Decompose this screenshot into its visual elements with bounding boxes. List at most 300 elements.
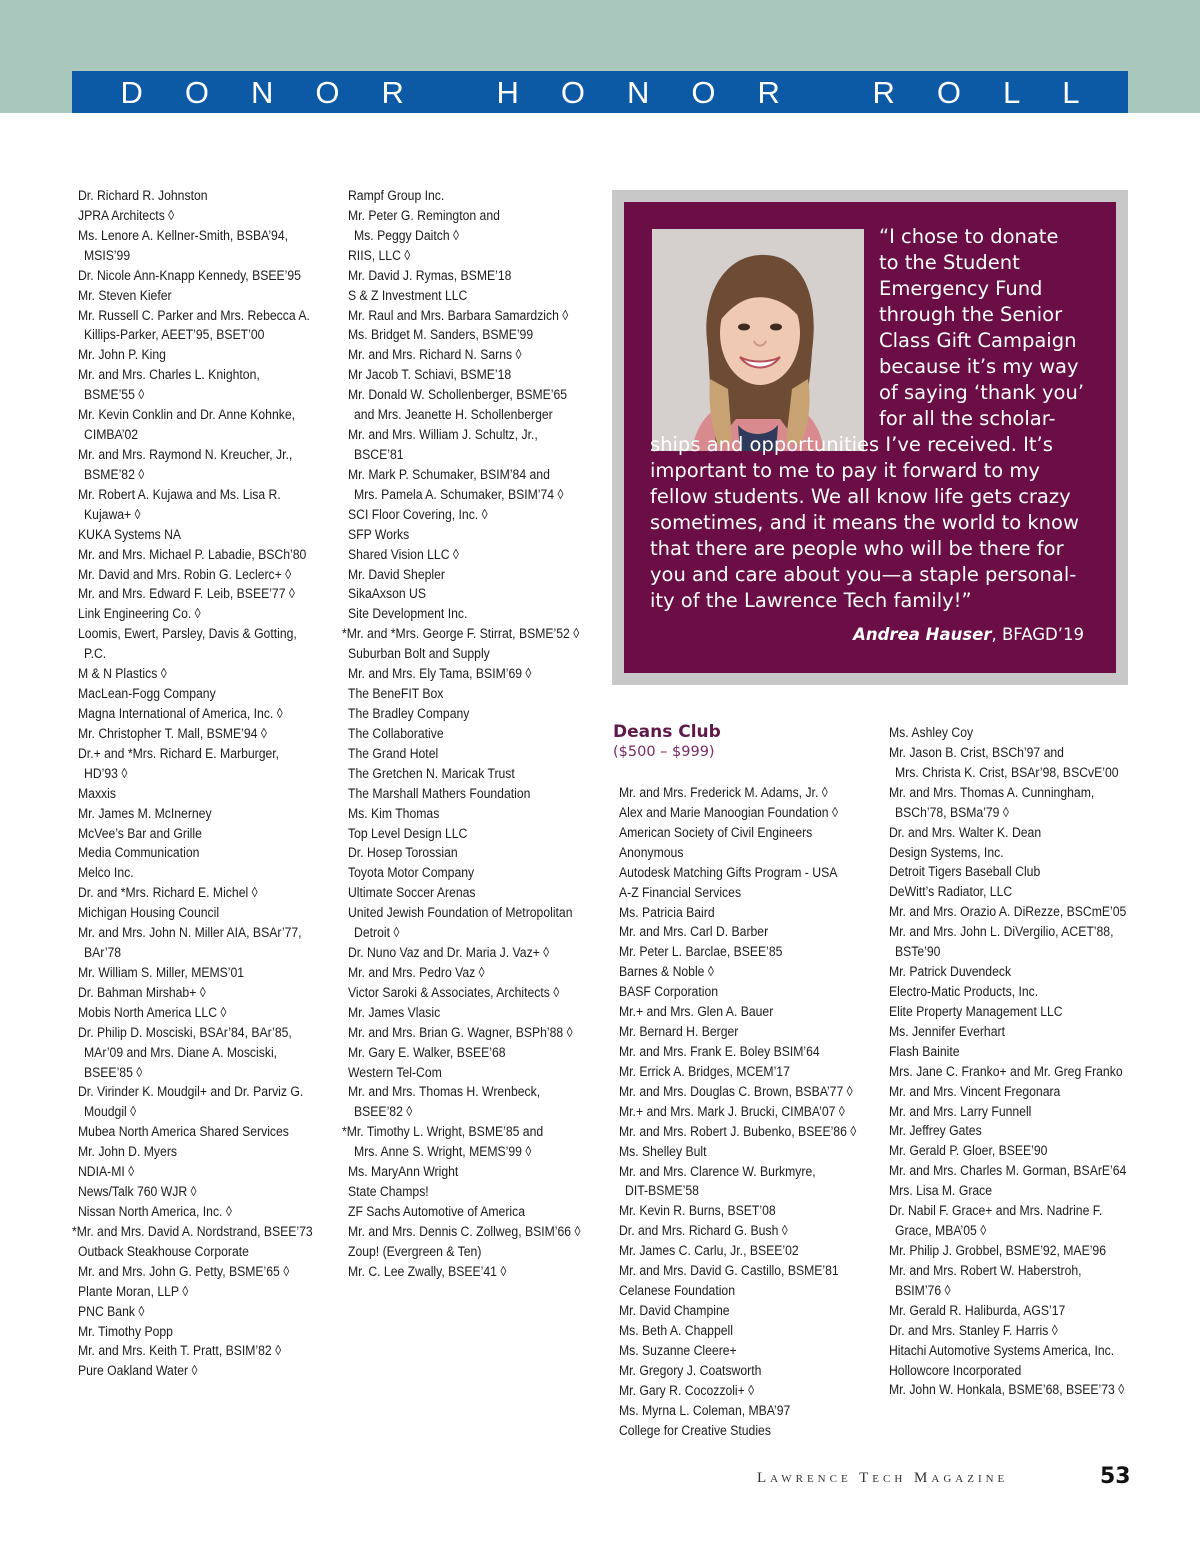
donor-entry <box>619 1063 856 1083</box>
donor-entry-line: BSTe’90 <box>895 944 941 961</box>
donor-entry-line: HD’93 ◊ <box>84 765 128 782</box>
donor-entry-line: Celanese Foundation <box>619 1283 736 1300</box>
donor-entry <box>348 1223 581 1243</box>
donor-entry-line: JPRA Architects ◊ <box>78 207 175 224</box>
donor-entry-line: Outback Steakhouse Corporate <box>78 1243 249 1260</box>
donor-entry-line: Mr. and Mrs. Clarence W. Burkmyre, <box>619 1163 816 1180</box>
donor-entry <box>889 1103 1126 1123</box>
quote-author-name: Andrea Hauser <box>853 625 992 644</box>
donor-entry-line: S & Z Investment LLC <box>348 287 468 304</box>
donor-entry <box>619 983 856 1003</box>
donor-entry <box>619 1282 856 1302</box>
donor-entry-line: Mr. and Mrs. Charles L. Knighton, <box>78 367 260 384</box>
donor-entry <box>78 585 313 605</box>
donor-entry <box>348 725 581 745</box>
donor-entry <box>619 884 856 904</box>
quote-line: Class Gift Campaign <box>879 329 1077 352</box>
donor-entry-line: Dr. and Mrs. Stanley F. Harris ◊ <box>889 1322 1058 1339</box>
donor-entry-line: Mr. Russell C. Parker and Mrs. Rebecca A. <box>78 307 310 324</box>
donor-entry <box>341 625 581 645</box>
donor-entry-line: SikaAxson US <box>348 586 426 603</box>
donor-entry <box>619 904 856 924</box>
donor-entry <box>78 566 313 586</box>
donor-entry <box>78 1263 313 1283</box>
donor-entry-line: Magna International of America, Inc. ◊ <box>78 705 283 722</box>
donor-entry <box>348 984 581 1004</box>
donor-entry <box>348 1203 581 1223</box>
donor-entry-line: Mr. and Mrs. John L. DiVergilio, ACET’88, <box>889 924 1114 941</box>
donor-entry <box>78 785 313 805</box>
donor-entry <box>889 1342 1126 1362</box>
donor-entry <box>348 187 581 207</box>
donor-entry-line: The Gretchen N. Maricak Trust <box>348 765 515 782</box>
quote-line: sometimes, and it means the world to know <box>650 511 1079 534</box>
donor-entry <box>889 1122 1126 1142</box>
donor-entry-line: Mr. John P. King <box>78 347 166 364</box>
donor-entry-line: Zoup! (Evergreen & Ten) <box>348 1243 482 1260</box>
donor-entry-line: Mr. and Mrs. Larry Funnell <box>889 1103 1032 1120</box>
donor-entry-line: Alex and Marie Manoogian Foundation ◊ <box>619 804 839 821</box>
donor-entry <box>78 805 313 825</box>
donor-entry-line: Ms. Patricia Baird <box>619 904 715 921</box>
donor-entry-line: DIT-BSME’58 <box>625 1183 699 1200</box>
donor-entry <box>348 884 581 904</box>
donor-entry-line: Mr. William S. Miller, MEMS’01 <box>78 964 245 981</box>
donor-entry <box>78 307 313 347</box>
donor-entry-line: News/Talk 760 WJR ◊ <box>78 1184 197 1201</box>
donor-entry <box>78 1004 313 1024</box>
donor-entry <box>348 785 581 805</box>
donor-entry <box>348 247 581 267</box>
donor-entry <box>889 784 1126 824</box>
donor-entry <box>78 546 313 566</box>
quote-line: fellow students. We all know life gets crazy <box>650 485 1071 508</box>
donor-entry-line: Mr. and Mrs. Charles M. Gorman, BSArE’64 <box>889 1163 1127 1180</box>
donor-entry-line: Detroit ◊ <box>354 925 400 942</box>
donor-entry-line: Mobis North America LLC ◊ <box>78 1004 227 1021</box>
donor-entry-line: BSEE’85 ◊ <box>84 1064 143 1081</box>
donor-entry-line: Ms. Shelley Bult <box>619 1143 707 1160</box>
donor-entry-line: Mr. C. Lee Zwally, BSEE’41 ◊ <box>348 1263 507 1280</box>
donor-entry <box>889 1381 1126 1401</box>
donor-entry-line: Mubea North America Shared Services <box>78 1124 289 1141</box>
donor-entry-line: Anonymous <box>619 844 684 861</box>
donor-entry-line: Mr. Steven Kiefer <box>78 287 172 304</box>
donor-entry-line: Electro-Matic Products, Inc. <box>889 983 1039 1000</box>
donor-entry <box>78 745 313 785</box>
donor-entry <box>78 825 313 845</box>
quote-line: “I chose to donate <box>879 225 1059 248</box>
donor-entry-line: The Grand Hotel <box>348 745 439 762</box>
donor-entry-line: Mr. Mark P. Schumaker, BSIM’84 and <box>348 466 550 483</box>
donor-entry <box>78 964 313 984</box>
donor-column-3 <box>619 784 856 1441</box>
donor-entry-line: Mr. and Mrs. Thomas A. Cunningham, <box>889 784 1095 801</box>
quote-line: for all the scholar- <box>879 407 1056 430</box>
donor-entry-line: Mr. David Champine <box>619 1302 730 1319</box>
donor-entry-line: The Bradley Company <box>348 705 470 722</box>
donor-column-4 <box>889 724 1126 1401</box>
donor-entry <box>348 605 581 625</box>
donor-entry <box>78 1362 313 1382</box>
donor-entry <box>348 307 581 327</box>
donor-entry-line: Mrs. Lisa M. Grace <box>889 1183 993 1200</box>
donor-entry-line: BSME’82 ◊ <box>84 466 145 483</box>
donor-entry-line: Mr. Bernard H. Berger <box>619 1024 739 1041</box>
donor-entry-line: BASF Corporation <box>619 984 719 1001</box>
donor-entry-line: Western Tel-Com <box>348 1064 442 1081</box>
donor-entry-line: Dr. Philip D. Mosciski, BSAr’84, BAr’85, <box>78 1024 292 1041</box>
donor-entry-line: MSIS’99 <box>84 247 131 264</box>
donor-entry <box>619 1382 856 1402</box>
donor-entry <box>78 705 313 725</box>
donor-entry <box>889 903 1126 923</box>
donor-entry <box>889 1262 1126 1302</box>
quote-author-degree: , BFAGD’19 <box>991 625 1084 644</box>
donor-entry <box>619 1322 856 1342</box>
donor-entry <box>78 227 313 267</box>
donor-entry <box>889 1242 1126 1262</box>
donor-entry <box>348 506 581 526</box>
donor-entry <box>78 1083 313 1123</box>
donor-entry-line: Hollowcore Incorporated <box>889 1362 1022 1379</box>
donor-column-2 <box>341 187 581 1283</box>
donor-entry-line: Mr. James C. Carlu, Jr., BSEE’02 <box>619 1243 799 1260</box>
donor-entry <box>348 386 581 426</box>
donor-entry-line: Site Development Inc. <box>348 606 468 623</box>
donor-entry-line: Mr.+ and Mrs. Glen A. Bauer <box>619 1004 774 1021</box>
quote-line: Emergency Fund <box>879 277 1043 300</box>
donor-entry-line: Mr. Patrick Duvendeck <box>889 964 1012 981</box>
donor-entry <box>889 1043 1126 1063</box>
donor-entry-line: Mr. and Mrs. John N. Miller AIA, BSAr’77, <box>78 925 302 942</box>
donor-entry <box>78 207 313 227</box>
donor-entry <box>619 1342 856 1362</box>
donor-entry-line: BSCh’78, BSMa’79 ◊ <box>895 804 1009 821</box>
donor-entry <box>78 625 313 665</box>
donor-entry-line: Mr. and Mrs. William J. Schultz, Jr., <box>348 427 538 444</box>
donor-entry-line: M & N Plastics ◊ <box>78 666 167 683</box>
donor-entry-line: Mr. Timothy Popp <box>78 1323 173 1340</box>
donor-entry-line: A-Z Financial Services <box>619 884 742 901</box>
donor-entry-line: Dr. Nicole Ann-Knapp Kennedy, BSEE’95 <box>78 267 301 284</box>
donor-entry-line: BSEE’82 ◊ <box>354 1104 413 1121</box>
donor-entry-line: Michigan Housing Council <box>78 905 220 922</box>
donor-entry <box>78 1243 313 1263</box>
donor-entry <box>78 1123 313 1143</box>
donor-entry-line: The Marshall Mathers Foundation <box>348 785 531 802</box>
donor-entry <box>78 1143 313 1163</box>
donor-entry-line: *Mr. and Mrs. David A. Nordstrand, BSEE’73 <box>71 1223 313 1240</box>
donor-entry-line: Mr. and Mrs. Richard N. Sarns ◊ <box>348 347 522 364</box>
donor-entry <box>889 1302 1126 1322</box>
donor-entry <box>889 1023 1126 1043</box>
donor-entry <box>348 964 581 984</box>
donor-entry-line: Elite Property Management LLC <box>889 1003 1063 1020</box>
donor-entry-line: Pure Oakland Water ◊ <box>78 1363 198 1380</box>
donor-entry <box>78 366 313 406</box>
donor-entry <box>78 725 313 745</box>
donor-entry <box>889 863 1126 883</box>
donor-entry-line: Hitachi Automotive Systems America, Inc. <box>889 1342 1115 1359</box>
donor-entry-line: SCI Floor Covering, Inc. ◊ <box>348 506 488 523</box>
donor-entry <box>78 446 313 486</box>
donor-entry <box>889 1362 1126 1382</box>
donor-entry-line: Design Systems, Inc. <box>889 844 1004 861</box>
donor-entry-line: Mrs. Pamela A. Schumaker, BSIM’74 ◊ <box>354 486 564 503</box>
donor-entry-line: Grace, MBA’05 ◊ <box>895 1223 987 1240</box>
donor-entry <box>889 963 1126 983</box>
donor-entry-line: Mr. James M. McInerney <box>78 805 212 822</box>
donor-entry <box>78 1163 313 1183</box>
donor-entry <box>619 1242 856 1262</box>
donor-entry-line: Ms. Peggy Daitch ◊ <box>354 227 460 244</box>
donor-entry <box>78 1024 313 1084</box>
donor-entry <box>348 346 581 366</box>
donor-entry-line: United Jewish Foundation of Metropolitan <box>348 905 573 922</box>
donor-entry-line: Moudgil ◊ <box>84 1104 137 1121</box>
donor-entry-line: Mr. Kevin R. Burns, BSET’08 <box>619 1203 776 1220</box>
donor-entry <box>889 1202 1126 1242</box>
donor-entry <box>619 1302 856 1322</box>
donor-entry <box>889 883 1126 903</box>
quote-line: that there are people who will be there for <box>650 537 1064 560</box>
donor-entry-line: Mr. Gary E. Walker, BSEE’68 <box>348 1044 506 1061</box>
donor-entry-line: Mr. Gary R. Cocozzoli+ ◊ <box>619 1382 755 1399</box>
donor-entry <box>619 1003 856 1023</box>
donor-entry-line: Mr. and Mrs. Thomas H. Wrenbeck, <box>348 1084 541 1101</box>
donor-entry-line: Dr. Bahman Mirshab+ ◊ <box>78 984 206 1001</box>
donor-entry-line: Mr. and Mrs. Keith T. Pratt, BSIM’82 ◊ <box>78 1343 282 1360</box>
donor-entry <box>341 1123 581 1163</box>
donor-entry-line: Mrs. Jane C. Franko+ and Mr. Greg Franko <box>889 1063 1123 1080</box>
donor-entry <box>889 1142 1126 1162</box>
donor-entry-line: Mr. Kevin Conklin and Dr. Anne Kohnke, <box>78 407 296 424</box>
donor-entry <box>348 366 581 386</box>
donor-entry <box>78 267 313 287</box>
donor-entry-line: American Society of Civil Engineers <box>619 824 813 841</box>
donor-entry-line: Loomis, Ewert, Parsley, Davis & Gotting, <box>78 626 297 643</box>
donor-entry <box>889 1322 1126 1342</box>
donor-entry <box>619 1262 856 1282</box>
donor-entry <box>78 486 313 526</box>
donor-entry <box>348 1024 581 1044</box>
donor-entry-line: College for Creative Studies <box>619 1422 771 1439</box>
donor-entry-line: MacLean-Fogg Company <box>78 686 216 703</box>
donor-entry-line: and Mrs. Jeanette H. Schollenberger <box>354 407 553 424</box>
donor-entry-line: Mr. Peter L. Barclae, BSEE’85 <box>619 944 783 961</box>
donor-entry-line: Mr. and Mrs. Orazio A. DiRezze, BSCmE’05 <box>889 904 1127 921</box>
donor-entry-line: Mr. and Mrs. Robert J. Bubenko, BSEE’86 ◊ <box>619 1123 857 1140</box>
donor-entry-line: Mr. David Shepler <box>348 566 445 583</box>
donor-entry-line: Mr. and Mrs. Robert W. Haberstroh, <box>889 1262 1082 1279</box>
donor-entry <box>78 346 313 366</box>
donor-entry-line: Ms. Beth A. Chappell <box>619 1322 733 1339</box>
donor-entry-line: Dr.+ and *Mrs. Richard E. Marburger, <box>78 745 280 762</box>
donor-entry-line: Dr. and Mrs. Richard G. Bush ◊ <box>619 1223 788 1240</box>
page-title: DONOR HONOR ROLL <box>120 75 1122 110</box>
donor-entry <box>348 207 581 247</box>
donor-entry <box>78 1342 313 1362</box>
donor-entry-line: Flash Bainite <box>889 1043 960 1060</box>
donor-entry-line: Mr Jacob T. Schiavi, BSME’18 <box>348 367 512 384</box>
donor-entry <box>78 1183 313 1203</box>
donor-entry <box>889 1182 1126 1202</box>
quote-line: important to me to pay it forward to my <box>650 459 1040 482</box>
donor-entry-line: Victor Saroki & Associates, Architects ◊ <box>348 984 560 1001</box>
donor-entry-line: BSIM’76 ◊ <box>895 1282 951 1299</box>
deans-club-heading: Deans Club <box>613 722 721 742</box>
donor-entry <box>348 904 581 944</box>
donor-entry <box>348 1263 581 1283</box>
donor-entry-line: Mr. and Mrs. Michael P. Labadie, BSCh’80 <box>78 546 307 563</box>
donor-entry-line: Mr. and Mrs. David G. Castillo, BSME’81 <box>619 1263 839 1280</box>
quote-line: ity of the Lawrence Tech family!” <box>650 589 972 612</box>
donor-entry <box>348 1044 581 1064</box>
quote-line: of saying ‘thank you’ <box>879 381 1085 404</box>
donor-entry <box>78 924 313 964</box>
donor-entry-line: Toyota Motor Company <box>348 865 475 882</box>
donor-entry-line: Mr. and Mrs. Pedro Vaz ◊ <box>348 964 485 981</box>
donor-entry-line: Dr. and *Mrs. Richard E. Michel ◊ <box>78 885 258 902</box>
donor-entry <box>619 864 856 884</box>
quote-line: you and care about you—a staple personal- <box>650 563 1077 586</box>
donor-entry-line: SFP Works <box>348 526 410 543</box>
donor-entry-line: Plante Moran, LLP ◊ <box>78 1283 189 1300</box>
donor-entry-line: Dr. Nuno Vaz and Dr. Maria J. Vaz+ ◊ <box>348 945 550 962</box>
donor-entry-line: Mrs. Anne S. Wright, MEMS’99 ◊ <box>354 1144 532 1161</box>
donor-entry-line: Mrs. Christa K. Crist, BSAr’98, BSCvE’00 <box>895 764 1119 781</box>
donor-entry-line: Suburban Bolt and Supply <box>348 646 490 663</box>
donor-entry-line: Mr. and Mrs. Ely Tama, BSIM’69 ◊ <box>348 666 532 683</box>
donor-entry <box>348 944 581 964</box>
donor-entry <box>78 665 313 685</box>
donor-entry-line: Mr. Gregory J. Coatsworth <box>619 1362 762 1379</box>
donor-entry <box>348 426 581 466</box>
donor-entry-line: CIMBA’02 <box>84 427 139 444</box>
donor-entry <box>889 1162 1126 1182</box>
donor-entry-line: Killips-Parker, AEET’95, BSET’00 <box>84 327 265 344</box>
donor-entry-line: BSME’55 ◊ <box>84 387 145 404</box>
donor-entry <box>348 267 581 287</box>
donor-entry-line: Link Engineering Co. ◊ <box>78 606 201 623</box>
donor-entry-line: Mr. and Mrs. Vincent Fregonara <box>889 1083 1061 1100</box>
donor-entry-line: Ms. Bridget M. Sanders, BSME’99 <box>348 327 534 344</box>
donor-entry-line: Mr. Philip J. Grobbel, BSME’92, MAE’96 <box>889 1242 1107 1259</box>
donor-entry <box>348 1183 581 1203</box>
donor-entry-line: Ms. Suzanne Cleere+ <box>619 1342 737 1359</box>
donor-entry-line: Mr. and Mrs. Brian G. Wagner, BSPh’88 ◊ <box>348 1024 573 1041</box>
donor-entry-line: *Mr. Timothy L. Wright, BSME’85 and <box>341 1124 544 1141</box>
donor-quote <box>650 224 1102 614</box>
donor-entry <box>348 645 581 665</box>
donor-entry-line: ZF Sachs Automotive of America <box>348 1204 525 1221</box>
donor-entry <box>78 187 313 207</box>
donor-entry <box>78 904 313 924</box>
donor-entry-line: Mr. Jeffrey Gates <box>889 1123 982 1140</box>
quote-attribution <box>624 625 1084 644</box>
donor-entry-line: MAr’09 and Mrs. Diane A. Mosciski, <box>84 1044 278 1061</box>
donor-entry <box>619 1083 856 1103</box>
donor-entry-line: Mr. and Mrs. Raymond N. Kreucher, Jr., <box>78 446 293 463</box>
donor-entry-line: Kujawa+ ◊ <box>84 506 141 523</box>
donor-entry <box>348 585 581 605</box>
donor-entry <box>78 406 313 446</box>
donor-entry <box>348 825 581 845</box>
donor-entry <box>78 1323 313 1343</box>
donor-entry <box>78 605 313 625</box>
donor-entry <box>889 824 1126 844</box>
donor-entry <box>348 1083 581 1123</box>
donor-entry-line: Barnes & Noble ◊ <box>619 964 714 981</box>
donor-entry <box>348 765 581 785</box>
donor-entry <box>348 466 581 506</box>
donor-entry <box>348 1243 581 1263</box>
donor-entry-line: NDIA-MI ◊ <box>78 1164 135 1181</box>
donor-entry-line: PNC Bank ◊ <box>78 1303 145 1320</box>
donor-entry <box>619 923 856 943</box>
donor-entry <box>619 804 856 824</box>
donor-entry <box>889 923 1126 963</box>
donor-entry <box>619 1043 856 1063</box>
donor-entry-line: Ms. Jennifer Everhart <box>889 1023 1005 1040</box>
quote-line: because it’s my way <box>879 355 1079 378</box>
donor-entry-line: Mr. David and Mrs. Robin G. Leclerc+ ◊ <box>78 566 292 583</box>
donor-entry-line: Maxxis <box>78 785 116 802</box>
donor-entry-line: Dr. Virinder K. Moudgil+ and Dr. Parviz G. <box>78 1084 304 1101</box>
donor-entry <box>348 546 581 566</box>
donor-entry <box>348 1064 581 1084</box>
donor-entry <box>889 1003 1126 1023</box>
donor-entry-line: Mr. and Mrs. Frank E. Boley BSIM’64 <box>619 1043 820 1060</box>
donor-entry <box>619 1402 856 1422</box>
donor-entry <box>348 705 581 725</box>
donor-entry <box>619 1103 856 1123</box>
donor-entry-line: Mr. and Mrs. John G. Petty, BSME’65 ◊ <box>78 1263 290 1280</box>
deans-club-range: ($500 – $999) <box>613 744 715 760</box>
donor-entry <box>348 566 581 586</box>
donor-entry-line: RIIS, LLC ◊ <box>348 247 411 264</box>
donor-entry <box>619 1222 856 1242</box>
donor-entry <box>619 943 856 963</box>
donor-entry <box>348 287 581 307</box>
donor-entry <box>619 1202 856 1222</box>
donor-entry <box>619 1023 856 1043</box>
donor-entry-line: Mr. John W. Honkala, BSME’68, BSEE’73 ◊ <box>889 1382 1125 1399</box>
donor-entry-line: Shared Vision LLC ◊ <box>348 546 459 563</box>
donor-entry-line: BAr’78 <box>84 945 122 962</box>
donor-entry <box>78 1303 313 1323</box>
donor-entry <box>619 1422 856 1442</box>
donor-entry <box>78 984 313 1004</box>
donor-entry <box>348 526 581 546</box>
donor-entry-line: Mr. Gerald P. Gloer, BSEE’90 <box>889 1143 1048 1160</box>
donor-entry <box>348 805 581 825</box>
quote-line: to the Student <box>879 251 1020 274</box>
donor-entry-line: *Mr. and *Mrs. George F. Stirrat, BSME’52 ◊ <box>341 626 580 643</box>
donor-entry-line: Rampf Group Inc. <box>348 188 445 204</box>
donor-entry-line: Mr.+ and Mrs. Mark J. Brucki, CIMBA’07 ◊ <box>619 1103 845 1120</box>
donor-entry-line: Ultimate Soccer Arenas <box>348 885 476 902</box>
donor-entry <box>348 1163 581 1183</box>
donor-entry-line: Dr. and Mrs. Walter K. Dean <box>889 824 1042 841</box>
donor-entry <box>78 1203 313 1223</box>
donor-entry <box>78 685 313 705</box>
donor-entry-line: McVee’s Bar and Grille <box>78 825 202 842</box>
donor-entry-line: KUKA Systems NA <box>78 526 182 543</box>
donor-entry-line: Mr. Errick A. Bridges, MCEM’17 <box>619 1063 790 1080</box>
donor-entry-line: Ms. MaryAnn Wright <box>348 1164 459 1181</box>
